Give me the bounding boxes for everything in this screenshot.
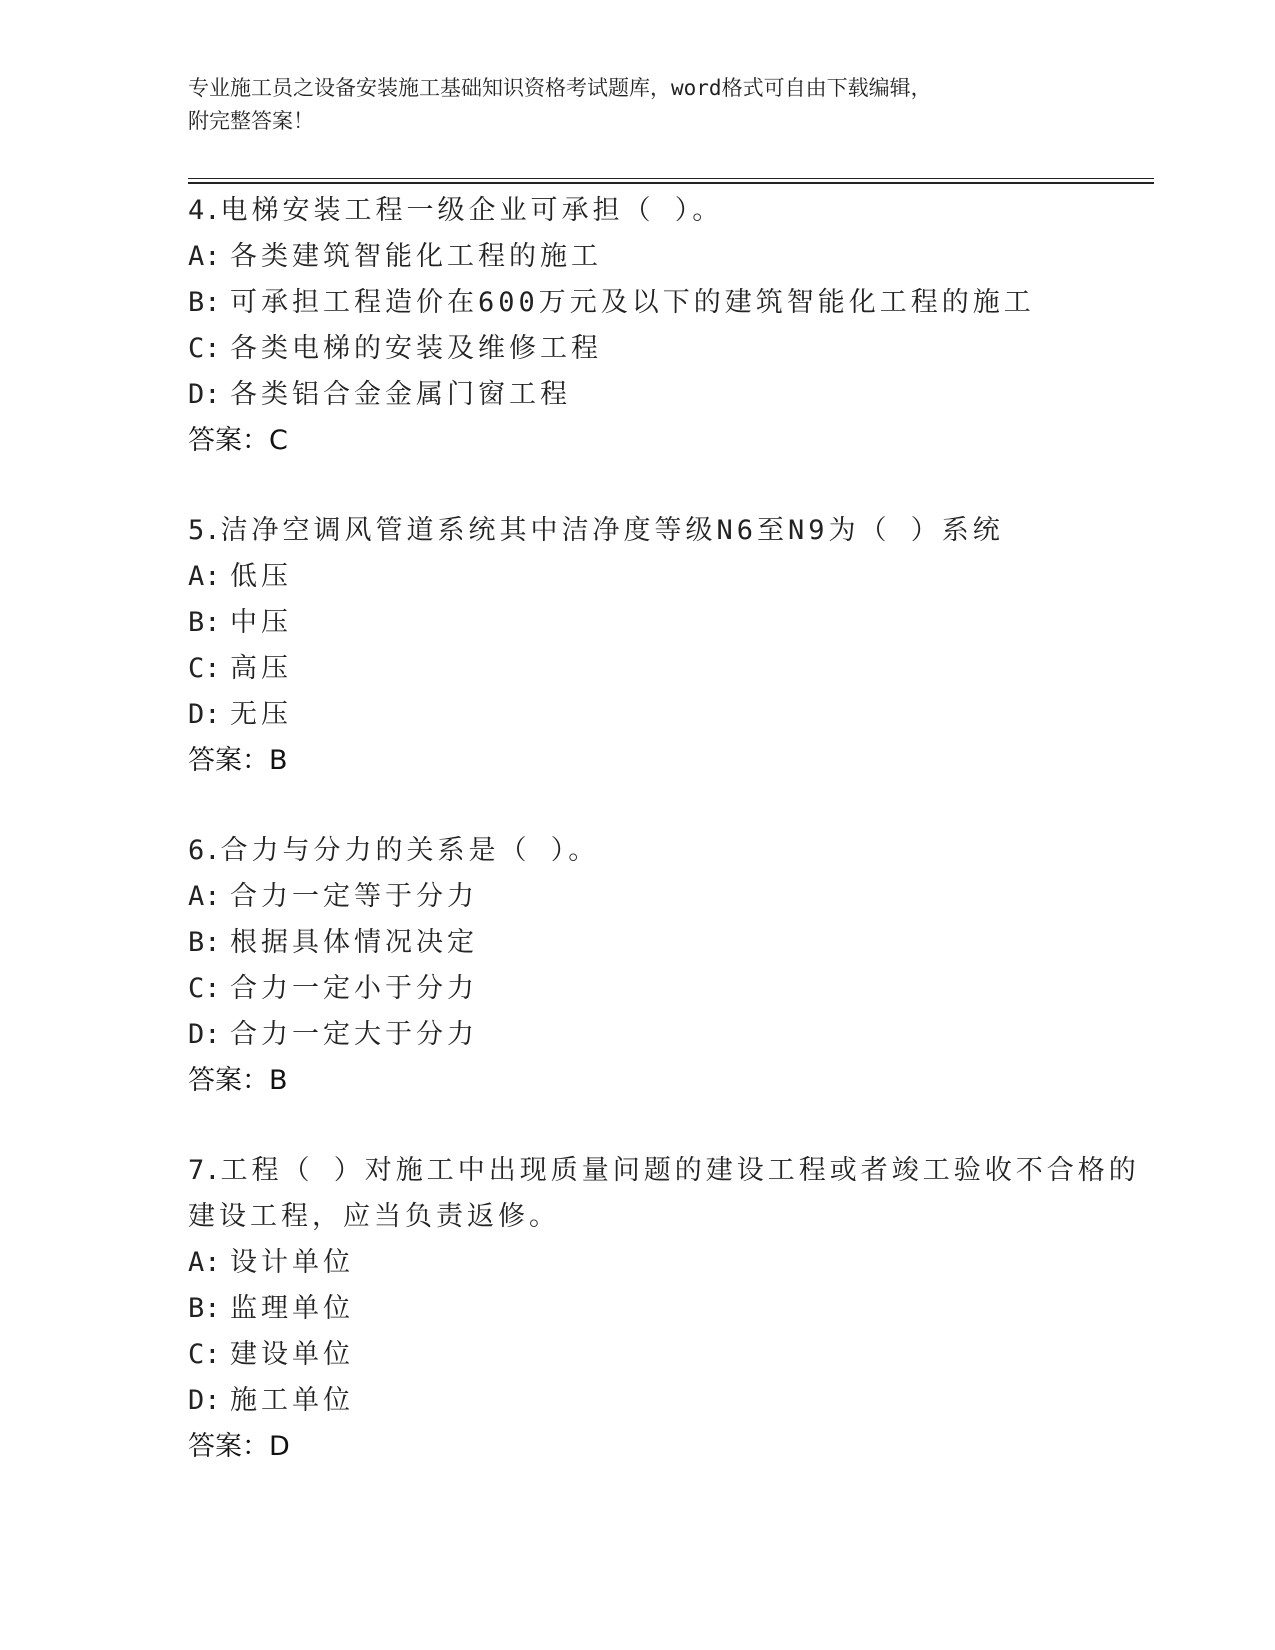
option-key: D: (188, 379, 221, 410)
question-block (188, 828, 1148, 1148)
header-divider-thick (188, 182, 1154, 184)
option-text: 合力一定大于分力 (230, 1019, 478, 1050)
option-item (188, 1286, 1148, 1332)
question-text: 洁净空调风管道系统其中洁净度等级N6至N9为（ ）系统 (220, 515, 1004, 546)
question-block (188, 1148, 1148, 1470)
answer-line (188, 1424, 1148, 1470)
question-text: 工程（ ）对施工中出现质量问题的建设工程或者竣工验收不合格的 (220, 1155, 1140, 1186)
option-key: A: (188, 881, 221, 912)
option-item (188, 1240, 1148, 1286)
header-line-2: 附完整答案！ (188, 109, 314, 133)
question-list (188, 188, 1148, 1470)
question-spacer (188, 1104, 1148, 1148)
option-item (188, 326, 1148, 372)
option-text: 高压 (230, 653, 292, 684)
option-item (188, 600, 1148, 646)
question-stem (188, 828, 1148, 874)
option-key: C: (188, 1339, 221, 1370)
option-text: 监理单位 (230, 1293, 354, 1324)
option-item (188, 1378, 1148, 1424)
question-block (188, 508, 1148, 828)
question-number: 7. (188, 1155, 221, 1186)
option-text: 施工单位 (230, 1385, 354, 1416)
option-key: D: (188, 1019, 221, 1050)
option-item (188, 554, 1148, 600)
answer-line (188, 738, 1148, 784)
option-key: B: (188, 607, 221, 638)
question-stem (188, 508, 1148, 554)
answer-value: C (269, 425, 288, 456)
option-text: 建设单位 (230, 1339, 354, 1370)
option-key: B: (188, 1293, 221, 1324)
option-text: 各类铝合金金属门窗工程 (230, 379, 571, 410)
option-key: D: (188, 1385, 221, 1416)
option-text: 可承担工程造价在600万元及以下的建筑智能化工程的施工 (230, 287, 1035, 318)
answer-line (188, 418, 1148, 464)
option-text: 设计单位 (230, 1247, 354, 1278)
option-text: 各类建筑智能化工程的施工 (230, 241, 602, 272)
option-item (188, 372, 1148, 418)
option-key: A: (188, 561, 221, 592)
question-number: 6. (188, 835, 221, 866)
option-item (188, 920, 1148, 966)
answer-value: D (269, 1431, 290, 1462)
answer-label: 答案： (188, 1431, 269, 1462)
option-key: B: (188, 287, 221, 318)
question-stem (188, 1148, 1148, 1194)
header-line-1: 专业施工员之设备安装施工基础知识资格考试题库，word格式可自由下载编辑， (188, 76, 932, 100)
option-text: 根据具体情况决定 (230, 927, 478, 958)
option-key: B: (188, 927, 221, 958)
option-text: 各类电梯的安装及维修工程 (230, 333, 602, 364)
option-item (188, 1012, 1148, 1058)
option-text: 中压 (230, 607, 292, 638)
answer-label: 答案： (188, 1065, 269, 1096)
option-item (188, 280, 1148, 326)
option-key: C: (188, 333, 221, 364)
question-text: 电梯安装工程一级企业可承担（ ）。 (220, 195, 724, 226)
option-key: C: (188, 653, 221, 684)
question-block (188, 188, 1148, 508)
option-key: A: (188, 1247, 221, 1278)
option-text: 合力一定小于分力 (230, 973, 478, 1004)
header-divider-thin (188, 178, 1154, 179)
option-item (188, 646, 1148, 692)
option-item (188, 966, 1148, 1012)
question-spacer (188, 784, 1148, 828)
document-header (188, 72, 1088, 138)
option-key: D: (188, 699, 221, 730)
question-number: 4. (188, 195, 221, 226)
option-item (188, 234, 1148, 280)
question-stem-continued (188, 1194, 1148, 1240)
question-stem (188, 188, 1148, 234)
option-key: C: (188, 973, 221, 1004)
answer-label: 答案： (188, 425, 269, 456)
answer-line (188, 1058, 1148, 1104)
option-item (188, 1332, 1148, 1378)
answer-value: B (269, 1065, 288, 1096)
option-item (188, 874, 1148, 920)
question-text: 合力与分力的关系是（ ）。 (220, 835, 600, 866)
answer-label: 答案： (188, 745, 269, 776)
option-text: 无压 (230, 699, 292, 730)
option-text: 低压 (230, 561, 292, 592)
question-text: 建设工程，应当负责返修。 (188, 1201, 560, 1232)
answer-value: B (269, 745, 288, 776)
option-text: 合力一定等于分力 (230, 881, 478, 912)
question-number: 5. (188, 515, 221, 546)
option-key: A: (188, 241, 221, 272)
question-spacer (188, 464, 1148, 508)
option-item (188, 692, 1148, 738)
